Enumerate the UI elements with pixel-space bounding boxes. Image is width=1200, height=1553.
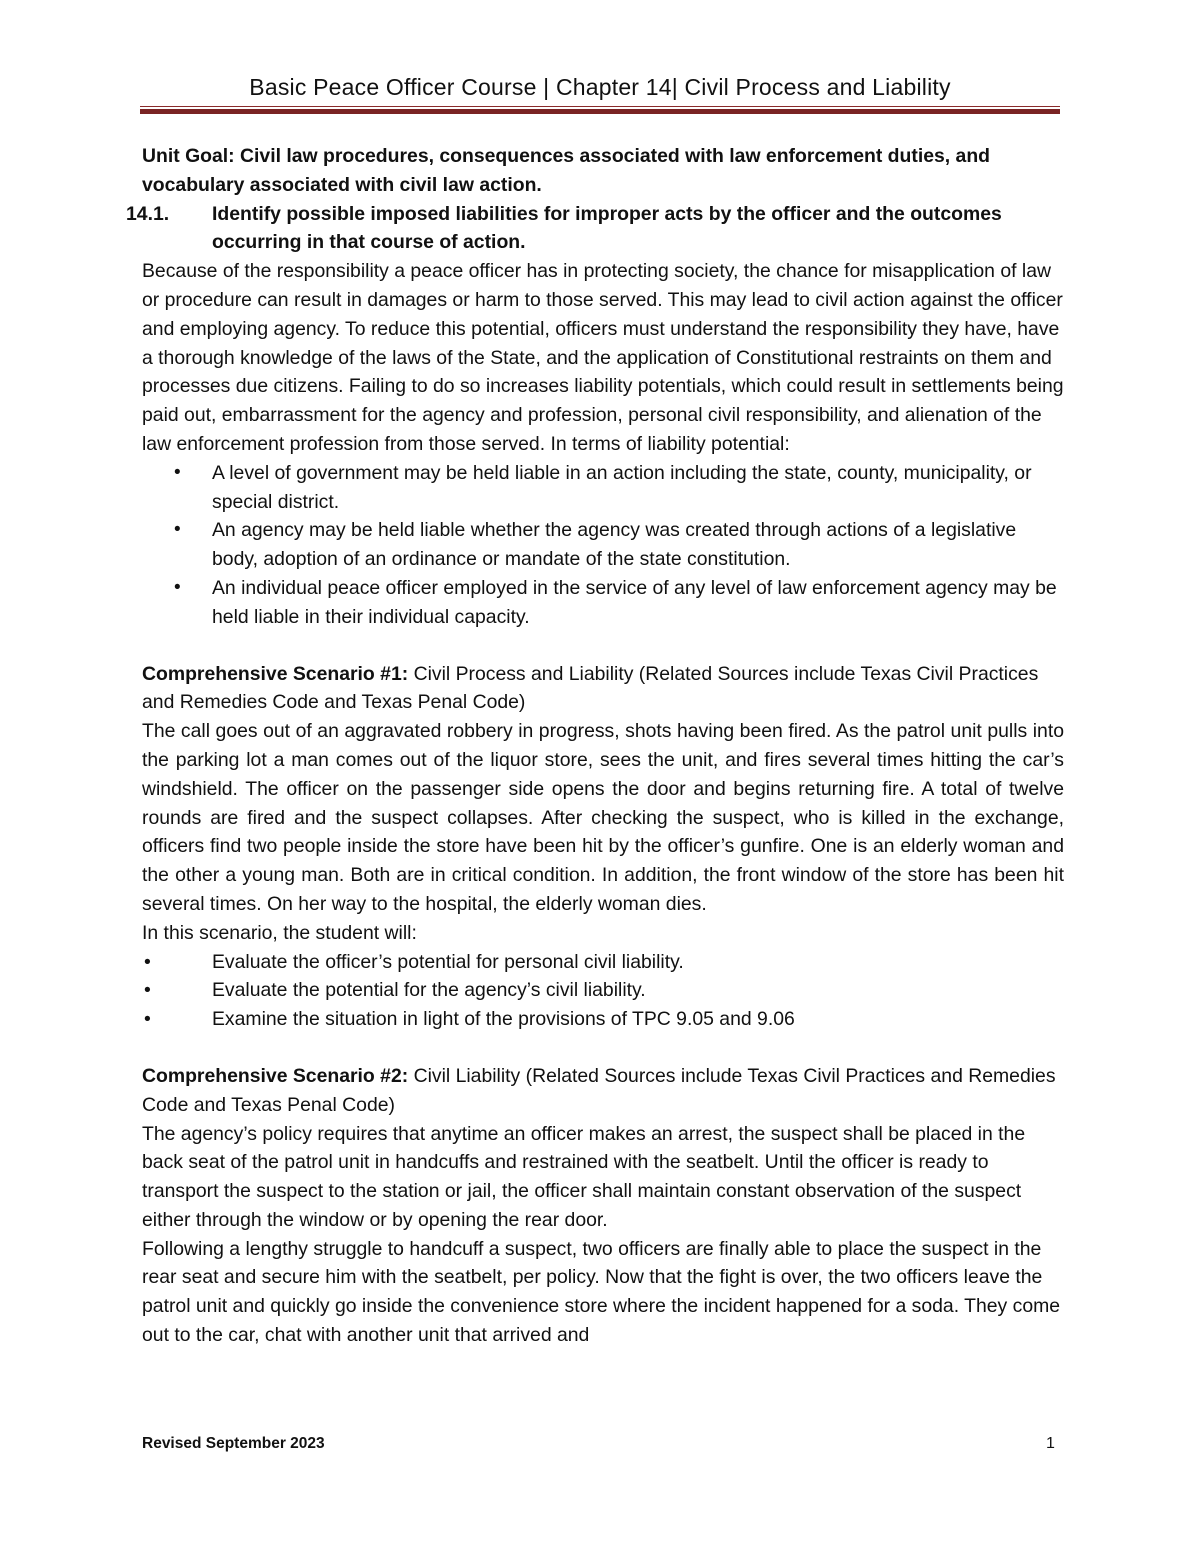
unit-goal: Unit Goal: Civil law procedures, consequences associated with law enforcement duties, and vocabulary associated with civil law action. (142, 145, 991, 196)
list-item (142, 516, 1064, 574)
list-item (142, 574, 1064, 632)
spacer (142, 1034, 1064, 1062)
bullet-icon: • (174, 461, 181, 483)
scenario1-body: The call goes out of an aggravated robbery in progress, shots having been fired. As the patrol unit pulls into the parking lot a man comes out of the liquor store, sees the unit, and fires several times hitting the car’s windshield. The officer on the passenger side opens the door and begins returning fire. A total of twelve rounds are fired and the suspect collapses. After checking the suspect, who is killed in the exchange, officers find two people inside the store have been hit by the officer’s gunfire. One is an elderly woman and the other a young man. Both are in critical condition. In addition, the front window of the store has been hit several times. On her way to the hospital, the elderly woman dies. (142, 720, 1064, 915)
list-item (142, 948, 1064, 977)
footer-revised-date: Revised September 2023 (142, 1435, 325, 1452)
bullet-icon: • (174, 519, 181, 541)
list-item (142, 976, 1064, 1005)
bullet-icon: • (144, 979, 151, 1002)
document-body (126, 142, 1064, 1350)
scenario2-body-1: The agency’s policy requires that anytime an officer makes an arrest, the suspect shall be placed in the back seat of the patrol unit in handcuffs and restrained with the seatbelt. Until the officer is ready to transport the suspect to the station or jail, the officer shall maintain constant observation of the suspect either through the window or by opening the rear door. (142, 1122, 1026, 1231)
scenario2-body-2: Following a lengthy struggle to handcuff a suspect, two officers are finally able to place the suspect in the rear seat and secure him with the seatbelt, per policy. Now that the fight is over, the two officers leave the patrol unit and quickly go inside the convenience store where the incident happened for a soda. They come out to the car, chat with another unit that arrived and (142, 1237, 1061, 1347)
task-text: Evaluate the officer’s potential for personal civil liability. (212, 950, 684, 973)
bullet-text: An agency may be held liable whether the agency was created through actions of a legislative body, adoption of an ordinance or mandate of the state constitution. (212, 519, 1017, 571)
objective-number: 14.1. (126, 202, 170, 225)
scenario1-label: Comprehensive Scenario #1: (142, 662, 409, 685)
scenario1-title: Civil Process and Liability (Related Sources include Texas Civil Practices and Remedies Code and Texas Penal Code) (142, 662, 1039, 714)
bullet-icon: • (174, 576, 181, 598)
bullet-icon: • (144, 1008, 151, 1031)
intro-paragraph: Because of the responsibility a peace officer has in protecting society, the chance for misapplication of law or procedure can result in damages or harm to those served. This may lead to civil action against the officer and employing agency. To reduce this potential, officers must understand the responsibility they have, have a thorough knowledge of the laws of the State, and the application of Constitutional restraints on them and processes due citizens. Failing to do so increases liability potentials, which could result in settlements being paid out, embarrassment for the agency and profession, personal civil responsibility, and alienation of the law enforcement profession from those served. In terms of liability potential: (142, 260, 1064, 455)
objective-14-1 (126, 200, 1064, 258)
liability-bullet-list (142, 459, 1064, 632)
scenario2-title: Civil Liability (Related Sources include Texas Civil Practices and Remedies Code and Texas Penal Code) (142, 1064, 1056, 1116)
page-header: Basic Peace Officer Course | Chapter 14| Civil Process and Liability (249, 74, 951, 100)
objective-text: Identify possible imposed liabilities for improper acts by the officer and the outcomes occurring in that course of action. (212, 202, 1002, 254)
bullet-icon: • (144, 950, 151, 973)
list-item (142, 459, 1064, 517)
scenario1-task-list (142, 948, 1064, 1034)
header-rule-thick (140, 109, 1060, 114)
list-item (142, 1005, 1064, 1034)
scenario2-heading (142, 1062, 1064, 1120)
scenario2-label: Comprehensive Scenario #2: (142, 1064, 409, 1087)
task-text: Examine the situation in light of the provisions of TPC 9.05 and 9.06 (212, 1008, 795, 1031)
bullet-text: An individual peace officer employed in the service of any level of law enforcement agency may be held liable in their individual capacity. (212, 576, 1057, 628)
bullet-text: A level of government may be held liable in an action including the state, county, municipality, or special district. (212, 461, 1032, 513)
scenario1-lead: In this scenario, the student will: (142, 921, 417, 944)
footer-page-number: 1 (1046, 1435, 1055, 1452)
spacer (142, 632, 1064, 660)
header-rule-thin (140, 106, 1060, 107)
task-text: Evaluate the potential for the agency’s civil liability. (212, 979, 646, 1002)
scenario1-heading (142, 660, 1064, 718)
